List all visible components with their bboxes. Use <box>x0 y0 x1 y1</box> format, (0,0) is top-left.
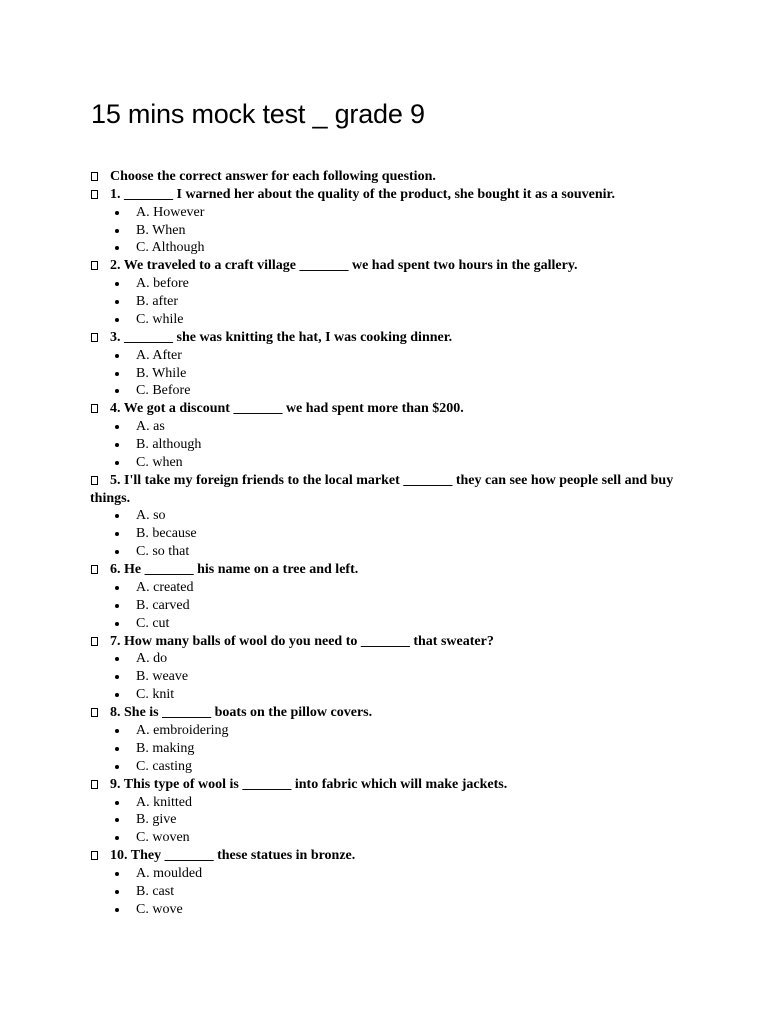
checkbox-icon <box>91 851 98 860</box>
question-text-after: these statues in bronze. <box>213 848 356 864</box>
question-text-after: we had spent more than $200. <box>282 401 464 417</box>
option-label: B. While <box>136 365 187 381</box>
question-text-before: We got a discount <box>123 401 234 417</box>
question-number: 6. <box>110 562 121 578</box>
checkbox-icon <box>91 172 98 181</box>
answer-blank: _______ <box>299 258 349 274</box>
bullet-icon <box>115 604 119 608</box>
option-list <box>90 275 690 329</box>
question-2 <box>90 257 690 275</box>
question-5 <box>90 472 690 508</box>
bullet-icon <box>115 246 119 250</box>
answer-option[interactable] <box>90 883 690 901</box>
answer-option[interactable] <box>90 525 690 543</box>
question-number: 8. <box>110 705 121 721</box>
answer-option[interactable] <box>90 454 690 472</box>
bullet-icon <box>115 354 119 358</box>
answer-option[interactable] <box>90 740 690 758</box>
option-label: A. embroidering <box>136 723 229 738</box>
option-label: B. carved <box>136 597 190 613</box>
bullet-icon <box>115 890 119 894</box>
question-text-before: We traveled to a craft village <box>123 258 300 274</box>
question-1 <box>90 186 690 204</box>
option-list <box>90 347 690 401</box>
answer-option[interactable] <box>90 382 690 400</box>
option-label: A. before <box>136 276 189 292</box>
checkbox-icon <box>91 637 98 646</box>
page-title: 15 mins mock test _ grade 9 <box>91 99 425 129</box>
answer-option[interactable] <box>90 758 690 776</box>
bullet-icon <box>115 389 119 393</box>
answer-option[interactable] <box>90 543 690 561</box>
option-label: C. so that <box>136 544 190 560</box>
answer-option[interactable] <box>90 811 690 829</box>
answer-option[interactable] <box>90 239 690 257</box>
answer-blank: _______ <box>360 633 410 649</box>
option-label: C. when <box>136 454 183 470</box>
checkbox-icon <box>91 565 98 574</box>
question-text-after: they can see how people sell and buy things. <box>90 472 674 506</box>
bullet-icon <box>115 550 119 554</box>
answer-option[interactable] <box>90 686 690 704</box>
option-list <box>90 722 690 776</box>
option-label: C. while <box>136 311 184 327</box>
option-label: C. cut <box>136 615 170 631</box>
answer-option[interactable] <box>90 597 690 615</box>
answer-blank: _______ <box>242 776 292 792</box>
bullet-icon <box>115 818 119 822</box>
bullet-icon <box>115 282 119 286</box>
option-label: B. give <box>136 812 177 828</box>
answer-option[interactable] <box>90 347 690 365</box>
checkbox-icon <box>91 404 98 413</box>
question-number: 3. <box>110 329 121 345</box>
option-list <box>90 650 690 704</box>
question-number: 4. <box>110 401 121 417</box>
checkbox-icon <box>91 476 98 485</box>
answer-blank: _______ <box>233 401 283 417</box>
checkbox-icon <box>91 190 98 199</box>
answer-option[interactable] <box>90 579 690 597</box>
bullet-icon <box>115 372 119 376</box>
bullet-icon <box>115 461 119 465</box>
bullet-icon <box>115 657 119 661</box>
instruction-text: Choose the correct answer for each following question. <box>110 169 436 184</box>
question-text-after: his name on a tree and left. <box>193 562 359 578</box>
question-6 <box>90 561 690 579</box>
checkbox-icon <box>91 261 98 270</box>
question-number: 9. <box>110 776 121 792</box>
question-number: 10. <box>110 848 128 864</box>
option-label: C. casting <box>136 758 192 774</box>
question-4 <box>90 400 690 418</box>
option-label: A. created <box>136 579 194 595</box>
question-text-after: we had spent two hours in the gallery. <box>348 258 578 274</box>
question-text-before: He <box>124 562 145 578</box>
option-label: C. Although <box>136 240 205 256</box>
bullet-icon <box>115 872 119 876</box>
answer-option[interactable] <box>90 311 690 329</box>
bullet-icon <box>115 229 119 233</box>
question-text-before: She is <box>124 705 163 721</box>
question-7 <box>90 633 690 651</box>
answer-option[interactable] <box>90 507 690 525</box>
option-label: A. moulded <box>136 866 203 882</box>
question-number: 2. <box>110 258 121 274</box>
option-list <box>90 579 690 633</box>
answer-blank: _______ <box>124 186 173 202</box>
answer-option[interactable] <box>90 293 690 311</box>
option-label: B. after <box>136 294 178 310</box>
question-8 <box>90 704 690 722</box>
option-label: B. cast <box>136 883 175 899</box>
option-label: B. because <box>136 526 197 542</box>
bullet-icon <box>115 532 119 536</box>
bullet-icon <box>115 211 119 215</box>
question-text-after: she was knitting the hat, I was cooking dinner. <box>173 329 453 345</box>
answer-option[interactable] <box>90 436 690 454</box>
question-text-before: They <box>130 848 165 864</box>
bullet-icon <box>115 675 119 679</box>
option-label: B. weave <box>136 669 189 685</box>
option-label: A. After <box>136 347 182 363</box>
option-label: B. When <box>136 222 186 238</box>
question-number: 5. <box>110 472 121 488</box>
option-label: B. although <box>136 437 202 453</box>
option-label: A. knitted <box>136 794 192 810</box>
bullet-icon <box>115 425 119 429</box>
option-list <box>90 418 690 472</box>
answer-option[interactable] <box>90 418 690 436</box>
question-text-before: How many balls of wool do you need to <box>124 633 361 649</box>
option-list <box>90 865 690 919</box>
option-label: C. knit <box>136 687 175 703</box>
question-number: 1. <box>110 186 121 202</box>
bullet-icon <box>115 318 119 322</box>
answer-option[interactable] <box>90 901 690 919</box>
answer-option[interactable] <box>90 722 690 740</box>
answer-option[interactable] <box>90 275 690 293</box>
bullet-icon <box>115 801 119 805</box>
instruction-line <box>90 168 690 186</box>
bullet-icon <box>115 693 119 697</box>
option-label: C. woven <box>136 830 190 846</box>
question-text-before: I'll take my foreign friends to the local market <box>124 472 404 488</box>
document-page <box>90 96 690 919</box>
question-text-after: into fabric which will make jackets. <box>291 776 508 792</box>
bullet-icon <box>115 747 119 751</box>
option-list <box>90 204 690 258</box>
option-label: B. making <box>136 740 195 756</box>
answer-blank: _______ <box>144 562 194 578</box>
question-number: 7. <box>110 633 121 649</box>
bullet-icon <box>115 514 119 518</box>
checkbox-icon <box>91 333 98 342</box>
answer-option[interactable] <box>90 365 690 383</box>
question-list <box>90 186 690 919</box>
answer-option[interactable] <box>90 865 690 883</box>
answer-blank: _______ <box>164 848 214 864</box>
bullet-icon <box>115 300 119 304</box>
bullet-icon <box>115 836 119 840</box>
bullet-icon <box>115 443 119 447</box>
bullet-icon <box>115 729 119 733</box>
answer-option[interactable] <box>90 222 690 240</box>
option-list <box>90 794 690 848</box>
question-text-before: This type of wool is <box>123 776 243 792</box>
option-label: A. so <box>136 508 166 524</box>
answer-option[interactable] <box>90 204 690 222</box>
option-label: A. However <box>136 204 205 220</box>
question-3 <box>90 329 690 347</box>
answer-option[interactable] <box>90 794 690 812</box>
answer-blank: _______ <box>403 472 453 488</box>
answer-option[interactable] <box>90 829 690 847</box>
answer-option[interactable] <box>90 650 690 668</box>
checkbox-icon <box>91 708 98 717</box>
bullet-icon <box>115 622 119 626</box>
question-text-after: that sweater? <box>409 633 494 649</box>
checkbox-icon <box>91 780 98 789</box>
bullet-icon <box>115 586 119 590</box>
question-10 <box>90 847 690 865</box>
answer-option[interactable] <box>90 615 690 633</box>
option-list <box>90 507 690 561</box>
bullet-icon <box>115 908 119 912</box>
option-label: A. as <box>136 419 165 435</box>
answer-blank: _______ <box>162 705 212 721</box>
option-label: C. Before <box>136 383 191 399</box>
option-label: A. do <box>136 651 168 667</box>
question-text-after: I warned her about the quality of the product, she bought it as a souvenir. <box>173 186 615 202</box>
question-9 <box>90 776 690 794</box>
option-label: C. wove <box>136 901 183 917</box>
answer-option[interactable] <box>90 668 690 686</box>
answer-blank: _______ <box>124 329 173 345</box>
question-text-after: boats on the pillow covers. <box>211 705 373 721</box>
bullet-icon <box>115 765 119 769</box>
